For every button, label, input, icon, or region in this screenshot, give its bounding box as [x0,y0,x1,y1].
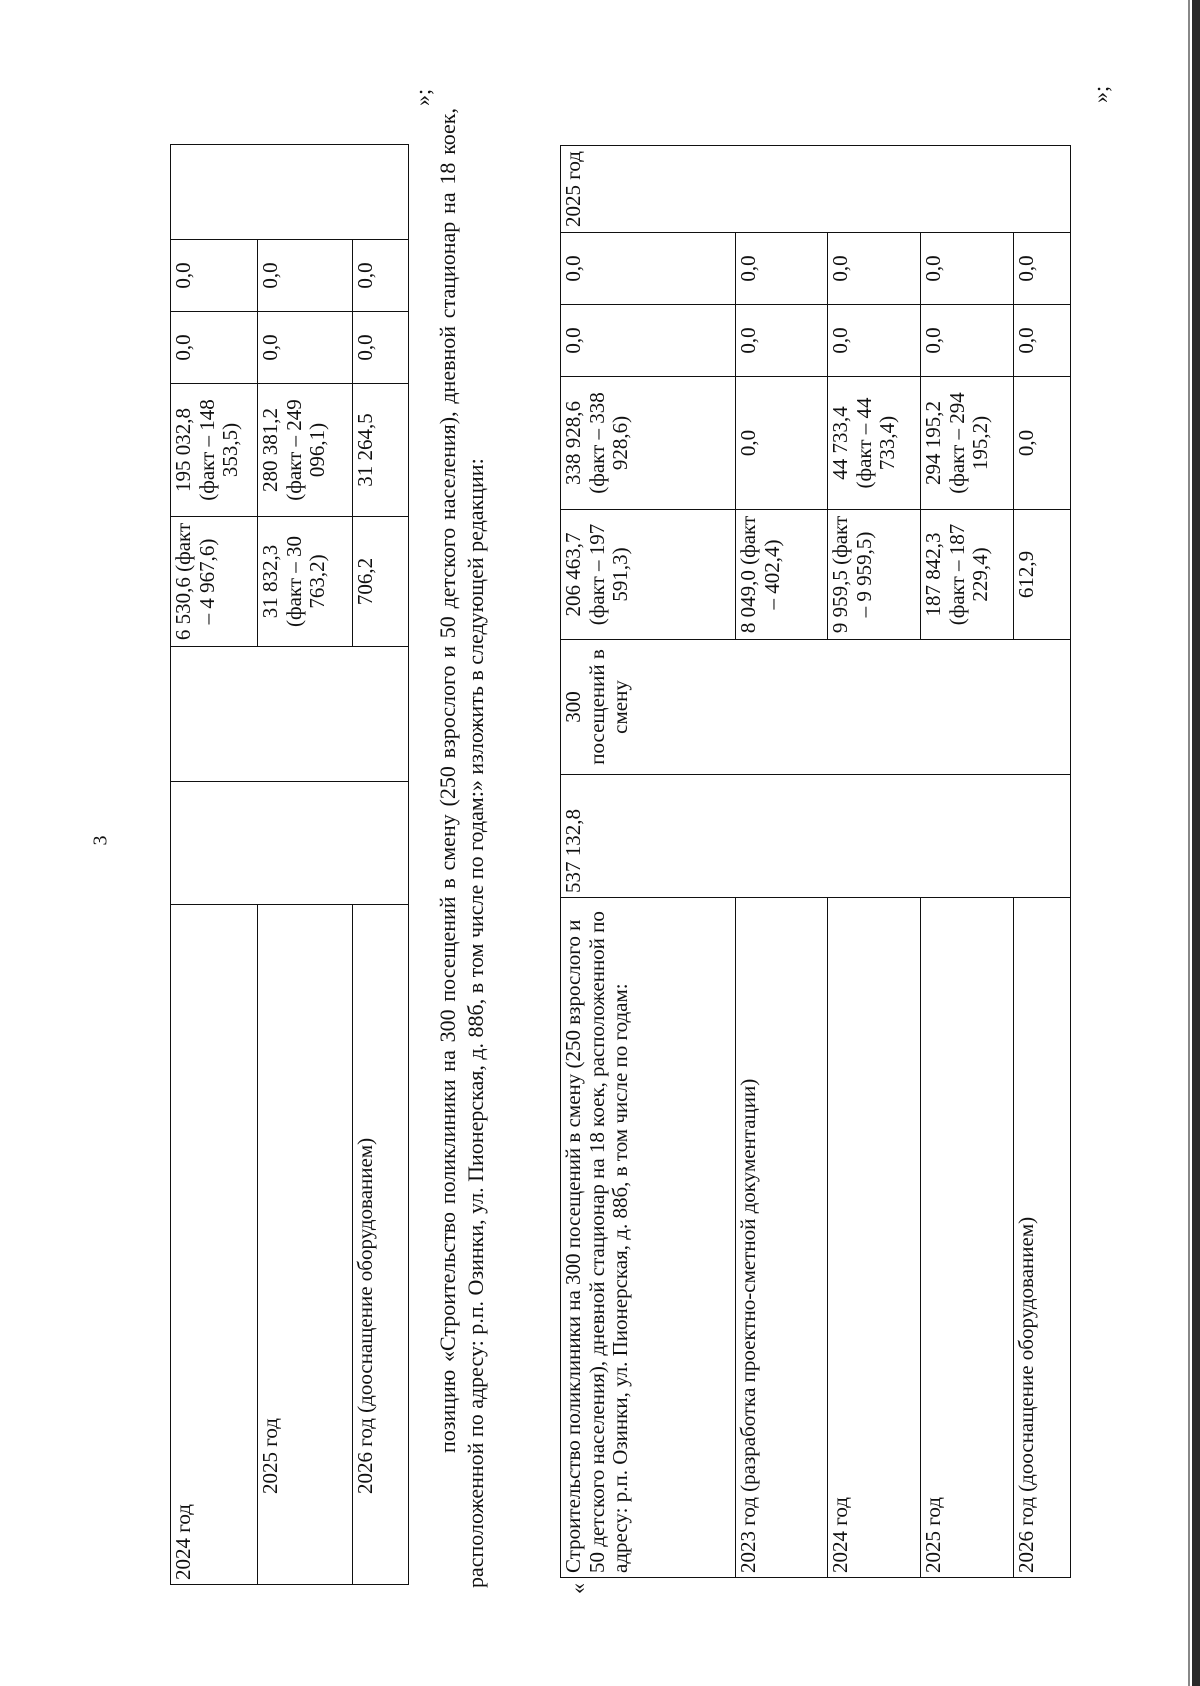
cell-value: 44 733,4 (факт – 44 733,4) [828,377,921,510]
cell-value: 0,0 [921,233,1014,305]
cell-value: 9 959,5 (факт – 9 959,5) [828,510,921,640]
cell-value: 0,0 [828,233,921,305]
row-label: 2023 год (разработка проектно-сметной документации) [736,898,828,1578]
cell-value: 0,0 [736,377,828,510]
cell-value: 0,0 [736,305,828,377]
cell-value: 6 530,6 (факт – 4 967,6) [171,517,258,647]
object-cost: 537 132,8 [561,775,1071,898]
cell-value: 0,0 [1014,305,1071,377]
row-label: 2026 год (дооснащение оборудованием) [353,905,409,1585]
opening-quote: « [565,1583,590,1594]
cell-value: 31 832,3 (факт – 30 763,2) [258,517,353,647]
cell-value: 0,0 [1014,377,1071,510]
row-label: 2024 год [828,898,921,1578]
cell-value: 0,0 [736,233,828,305]
table-row [561,146,736,1578]
cell-value: 31 264,5 [353,384,409,517]
cell-value: 0,0 [353,312,409,384]
cell-value: 8 049,0 (факт – 402,4) [736,510,828,640]
object-name: Строительство поликлиники на 300 посещений в смену (250 взрослого и 50 детского населения), дневной стационар на 18 коек, расположенной по адресу: р.п. Озинки, ул. Пионерская, д. 88б, в том числе по годам: [561,898,736,1578]
cell-value: 0,0 [921,305,1014,377]
cell-value: 0,0 [258,240,353,312]
cell-value: 0,0 [171,312,258,384]
cell-value: 0,0 [561,233,736,305]
completion-year: 2025 год [561,146,1071,233]
row-label: 2024 год [171,905,258,1585]
table-new-edition [560,145,1071,1578]
cell-value: 0,0 [1014,233,1071,305]
cell-value: 195 032,8 (факт – 148 353,5) [171,384,258,517]
cell-empty [171,782,409,905]
body-paragraph [434,108,490,1588]
table-continued [170,144,409,1585]
row-label: 2026 год (дооснащение оборудованием) [1014,898,1071,1578]
cell-value: 187 842,3 (факт – 187 229,4) [921,510,1014,640]
cell-value: 280 381,2 (факт – 249 096,1) [258,384,353,517]
table-row [171,145,258,1585]
cell-value: 0,0 [828,305,921,377]
page-number: 3 [89,835,112,846]
cell-value: 206 463,7 (факт – 197 591,3) [561,510,736,640]
closing-quote: »; [410,88,435,106]
cell-empty [171,145,409,240]
cell-value: 0,0 [171,240,258,312]
cell-value: 338 928,6 (факт – 338 928,6) [561,377,736,510]
cell-empty [171,647,409,782]
cell-value: 612,9 [1014,510,1071,640]
cell-value: 0,0 [561,305,736,377]
paragraph-text: позицию «Строительство поликлиники на 300 посещений в смену (250 взрослого и 50 детского населения), дневной стационар на 18 коек, расположенной по адресу: р.п. Озинки, ул. Пионерская, д. 88б, в том числе по годам:» изложить в следующей редакции: [435,108,489,1588]
row-label: 2025 год [921,898,1014,1578]
closing-quote: »; [1088,85,1113,103]
object-capacity: 300 посещений в смену [561,640,1071,775]
cell-value: 0,0 [353,240,409,312]
cell-value: 0,0 [258,312,353,384]
cell-value: 706,2 [353,517,409,647]
cell-value: 294 195,2 (факт – 294 195,2) [921,377,1014,510]
row-label: 2025 год [258,905,353,1585]
